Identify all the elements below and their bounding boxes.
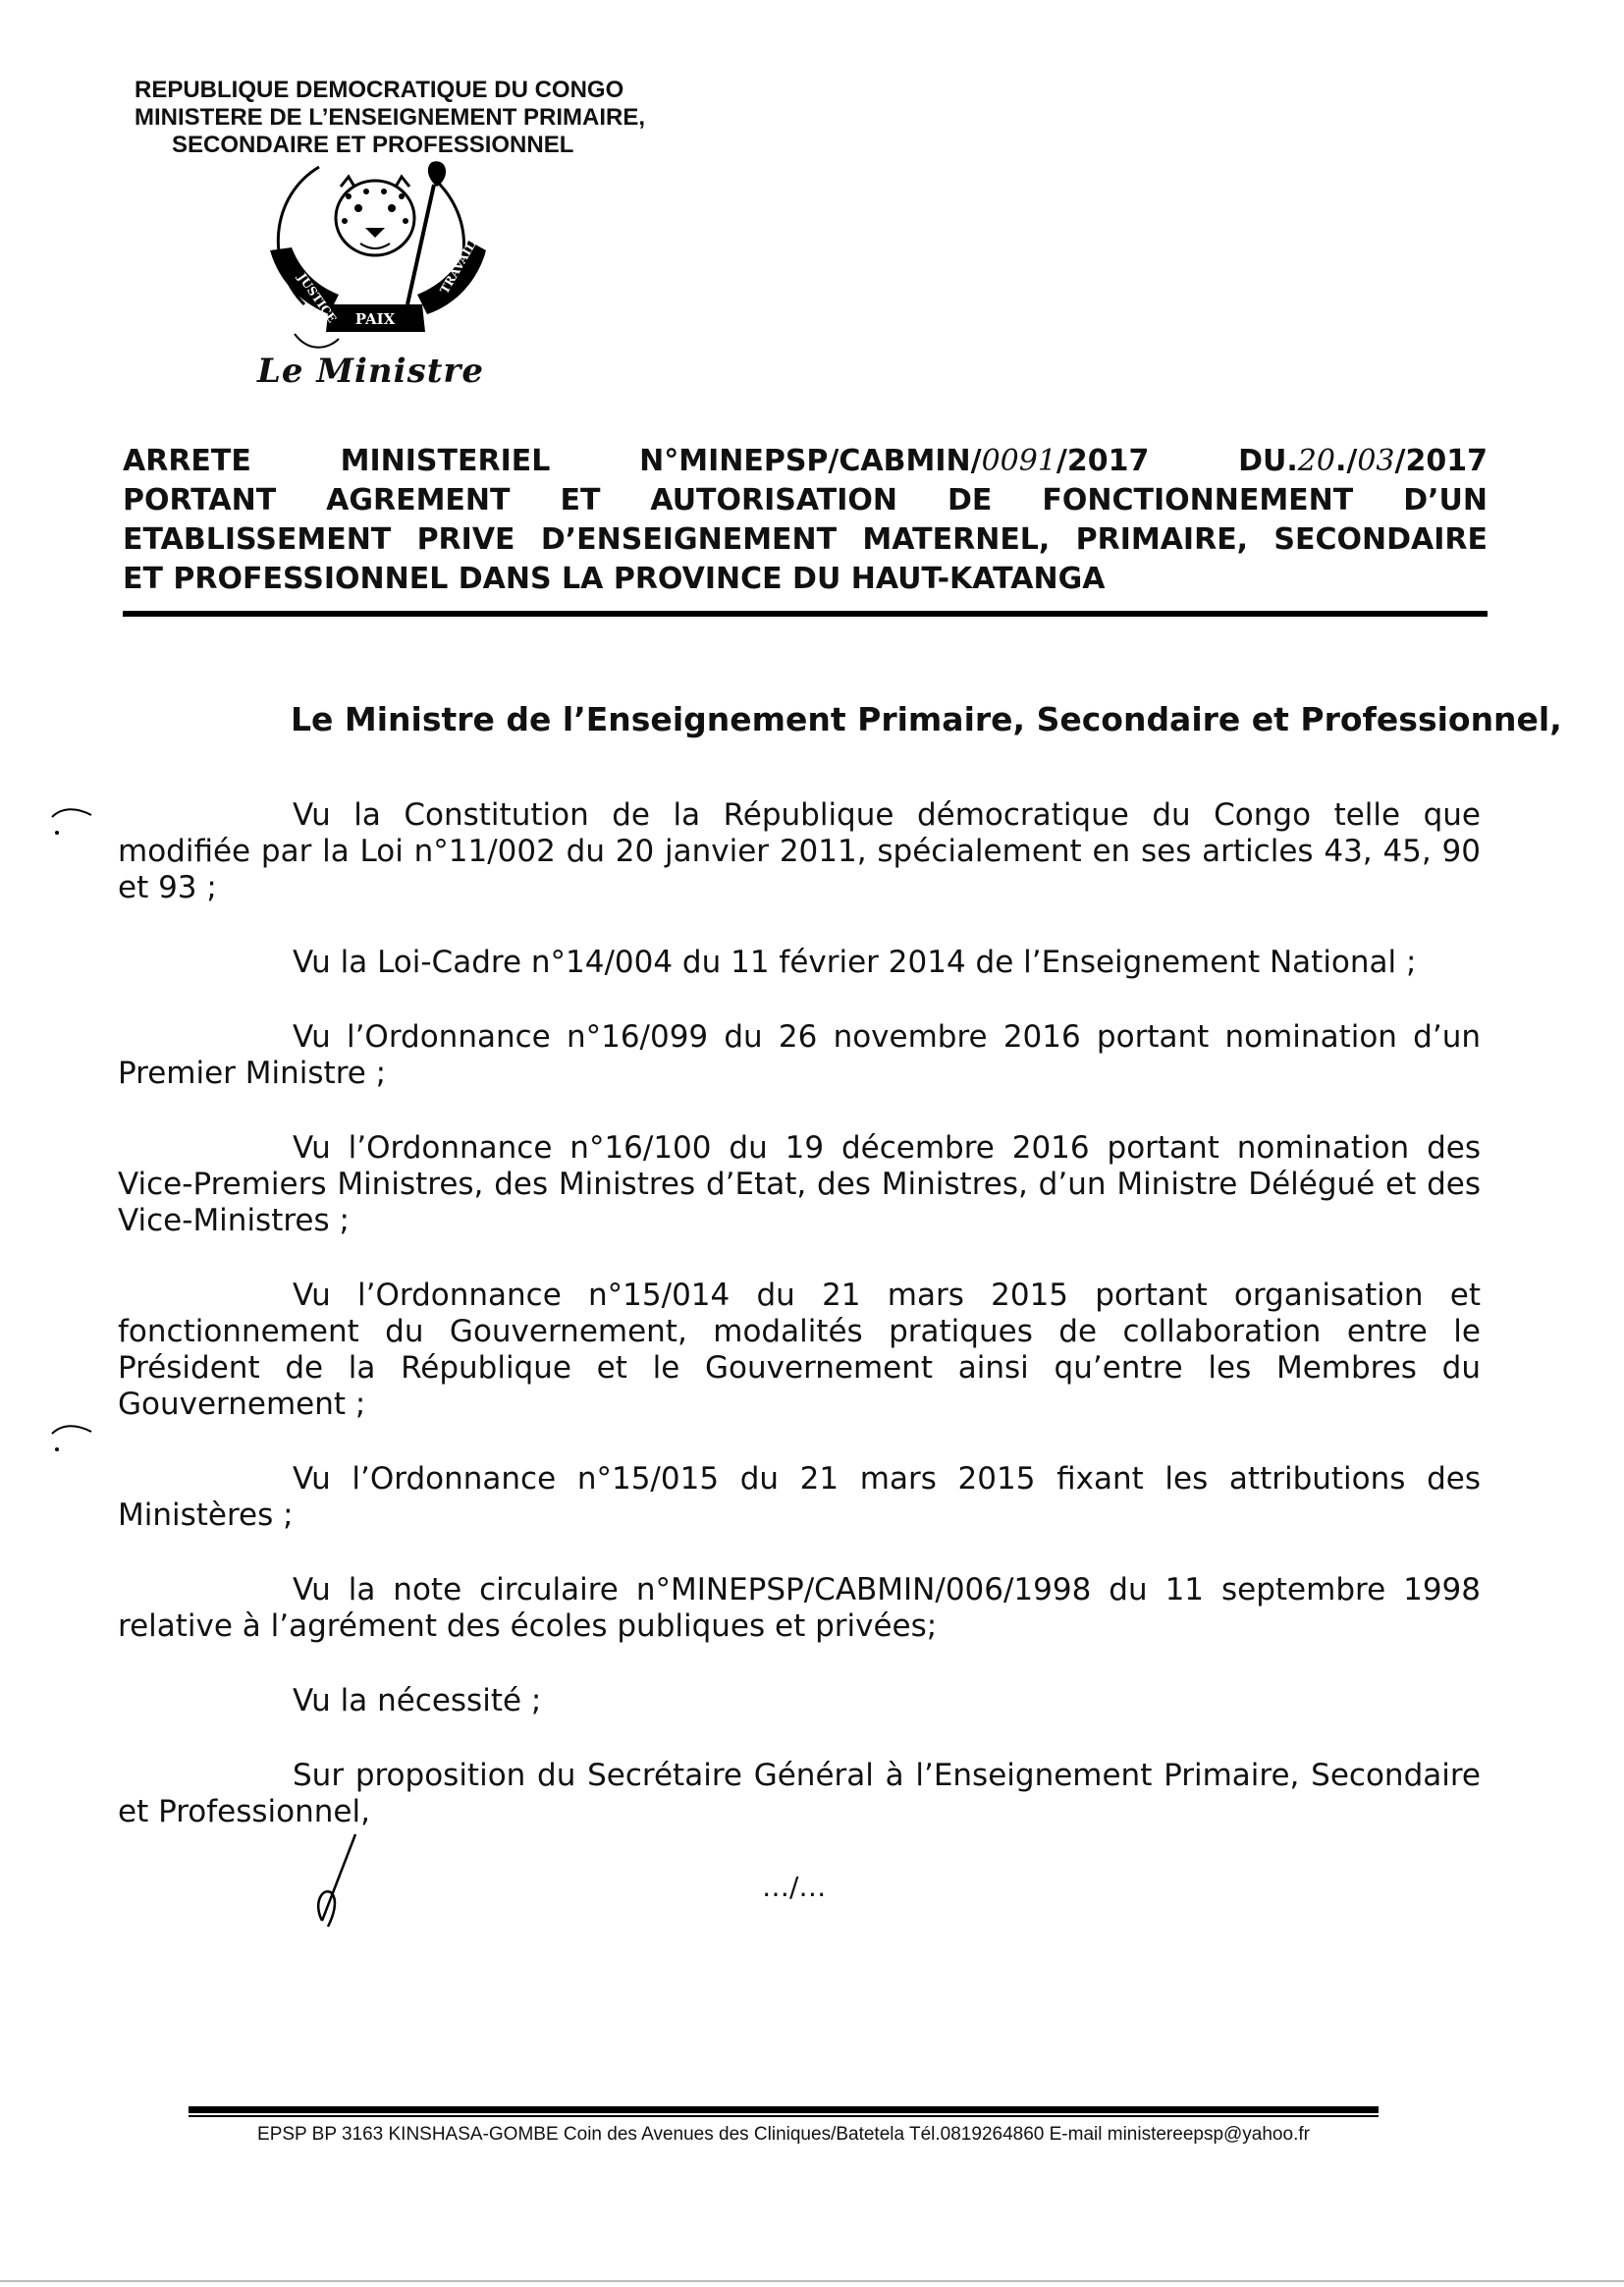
footer-rule: [189, 2106, 1379, 2113]
punch-mark-icon: [47, 805, 96, 844]
paragraph-ordonnance-15-015: Vu l’Ordonnance n°15/015 du 21 mars 2015 fixant les attributions des Ministères ;: [118, 1461, 1481, 1533]
handwritten-day: 20: [1297, 444, 1335, 478]
page-bottom-edge: [0, 2280, 1624, 2282]
le-ministre-title: Le Ministre: [257, 352, 484, 391]
paragraph-proposition: Sur proposition du Secrétaire Général à l’Enseignement Primaire, Secondaire et Professionnel,: [118, 1758, 1481, 1829]
handwritten-number: 0091: [981, 444, 1056, 478]
paragraph-necessite: Vu la nécessité ;: [293, 1683, 542, 1718]
title-line-4: ET PROFESSIONNEL DANS LA PROVINCE DU HAUT-KATANGA: [123, 562, 1106, 596]
paragraph-ordonnance-16-100: Vu l’Ordonnance n°16/100 du 19 décembre 2016 portant nomination des Vice-Premiers Ministres, des Ministres d’Etat, des Ministres, d’un Ministre Délégué et des Vice-Ministres ;: [118, 1130, 1481, 1238]
preamble: [118, 797, 1481, 1869]
decree-reference: N°MINEPSP/CABMIN/0091/2017: [639, 442, 1149, 481]
handwritten-initials-icon: [295, 1832, 373, 1931]
footer-address: EPSP BP 3163 KINSHASA-GOMBE Coin des Avenues des Cliniques/Batetela Tél.0819264860 E-mail ministereepsp@yahoo.fr: [257, 2124, 1310, 2145]
paragraph-note-circulaire: Vu la note circulaire n°MINEPSP/CABMIN/006/1998 du 11 septembre 1998 relative à l’agrément des écoles publiques et privées;: [118, 1572, 1481, 1644]
title-underline: [123, 611, 1488, 617]
header-ministry-line1: MINISTERE DE L’ENSEIGNEMENT PRIMAIRE,: [135, 104, 646, 131]
title-line-1: ARRETE MINISTERIEL N°MINEPSP/CABMIN/0091/2017 DU.20./03/2017: [123, 442, 1488, 481]
svg-text:TRAVAIL: TRAVAIL: [437, 239, 479, 297]
header-ministry-line2: SECONDAIRE ET PROFESSIONNEL: [172, 132, 574, 158]
title-line-2: PORTANT AGREMENT ET AUTORISATION DE FONCTIONNEMENT D’UN: [123, 483, 1488, 517]
letterhead: [135, 77, 684, 159]
paragraph-constitution: Vu la Constitution de la République démocratique du Congo telle que modifiée par la Loi n°11/002 du 20 janvier 2011, spécialement en ses articles 43, 45, 90 et 93 ;: [118, 797, 1481, 905]
paragraph-ordonnance-15-014: Vu l’Ordonnance n°15/014 du 21 mars 2015 portant organisation et fonctionnement du Gouvernement, modalités pratiques de collaboration entre le Président de la République et le Gouvernement ainsi qu’entre les Membres du Gouvernement ;: [118, 1278, 1481, 1422]
svg-text:JUSTICE: JUSTICE: [295, 270, 340, 326]
decree-date: DU.20./03/2017: [1238, 442, 1488, 481]
paragraph-ordonnance-16-099: Vu l’Ordonnance n°16/099 du 26 novembre 2016 portant nomination d’un Premier Ministre ;: [118, 1019, 1481, 1091]
footer-rule-thin: [189, 2115, 1379, 2117]
decree-title: [123, 442, 1488, 599]
svg-text:PAIX: PAIX: [354, 310, 396, 328]
header-country: REPUBLIQUE DEMOCRATIQUE DU CONGO: [135, 77, 624, 103]
handwritten-month: 03: [1357, 444, 1395, 478]
leopard-head-icon: [336, 177, 414, 255]
paragraph-loi-cadre: Vu la Loi-Cadre n°14/004 du 11 février 2014 de l’Enseignement National ;: [293, 945, 1417, 980]
coat-of-arms-emblem: [250, 157, 496, 368]
minister-heading: Le Ministre de l’Enseignement Primaire, Secondaire et Professionnel,: [291, 700, 1562, 738]
title-line-3: ETABLISSEMENT PRIVE D’ENSEIGNEMENT MATERNEL, PRIMAIRE, SECONDAIRE: [123, 522, 1488, 557]
page-continuation-marker: …/…: [762, 1871, 827, 1903]
punch-mark-icon: [47, 1422, 96, 1461]
